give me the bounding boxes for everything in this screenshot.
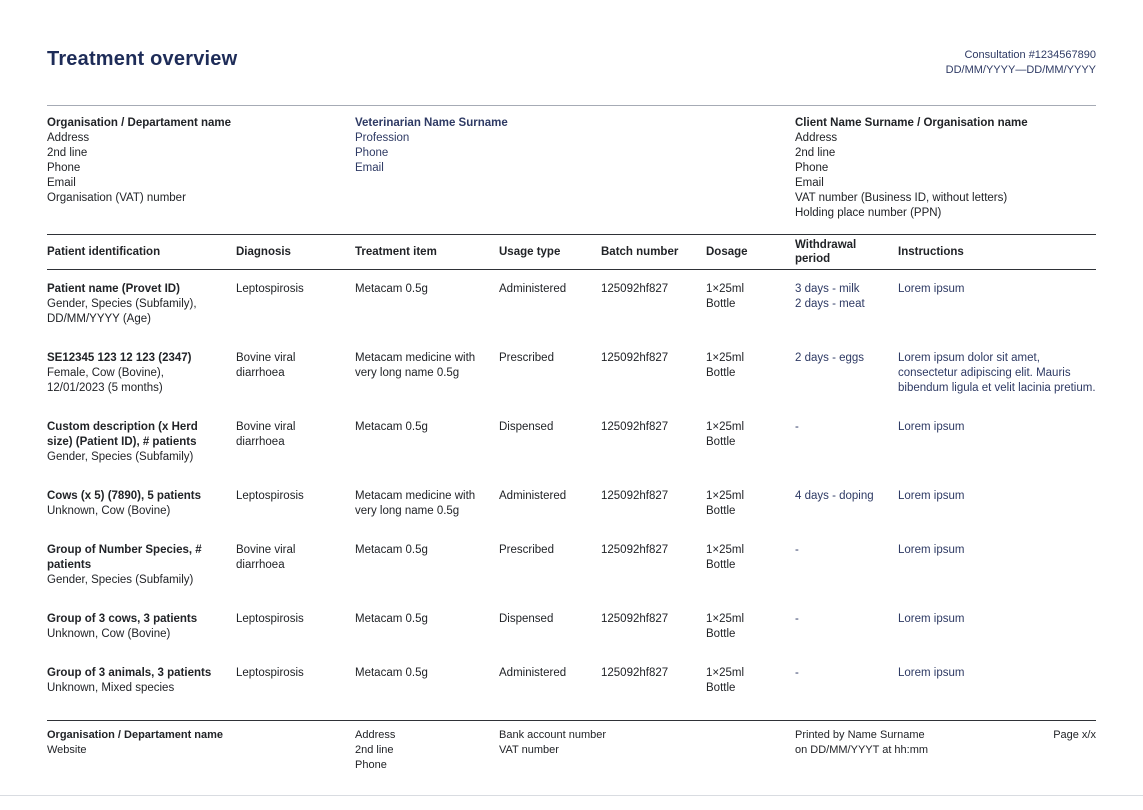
client-vat-number: VAT number (Business ID, without letters)	[795, 192, 1008, 204]
usage-type-cell: Dispensed	[499, 613, 554, 625]
dosage-cell	[706, 351, 795, 396]
diagnosis-cell: Leptospirosis	[236, 667, 304, 679]
usage-type-cell: Prescribed	[499, 544, 554, 556]
patient-name: Group of 3 animals, 3 patients	[47, 667, 212, 679]
client-contact-block	[795, 116, 1096, 221]
batch-number-cell: 125092hf827	[601, 421, 669, 433]
document-header	[47, 46, 1096, 78]
client-email: Email	[795, 177, 824, 189]
dosage-unit: Bottle	[706, 559, 736, 571]
column-header-dosage: Dosage	[706, 246, 748, 258]
withdrawal-line-1: 3 days - milk	[795, 283, 860, 295]
batch-number-cell: 125092hf827	[601, 490, 669, 502]
treatment-item-cell: Metacam medicine with very long name 0.5g	[355, 490, 476, 517]
batch-number-cell: 125092hf827	[601, 667, 669, 679]
withdrawal-line-1: -	[795, 544, 799, 556]
instructions-cell: Lorem ipsum	[898, 421, 965, 433]
instructions-cell: Lorem ipsum	[898, 667, 965, 679]
veterinarian-profession: Profession	[355, 132, 410, 144]
table-body	[47, 270, 1096, 696]
batch-number-cell: 125092hf827	[601, 283, 669, 295]
diagnosis-cell: Leptospirosis	[236, 613, 304, 625]
withdrawal-period-cell	[795, 666, 898, 696]
instructions-cell: Lorem ipsum	[898, 283, 965, 295]
dosage-unit: Bottle	[706, 682, 736, 694]
usage-type-cell: Administered	[499, 490, 567, 502]
treatment-item-cell: Metacam 0.5g	[355, 613, 428, 625]
column-header-treatment-item: Treatment item	[355, 246, 437, 258]
treatment-item-cell: Metacam 0.5g	[355, 667, 428, 679]
treatment-row	[47, 420, 1096, 465]
withdrawal-period-cell	[795, 543, 898, 588]
patient-details: Gender, Species (Subfamily), DD/MM/YYYY (Age)	[47, 298, 197, 325]
dosage-unit: Bottle	[706, 298, 736, 310]
patient-identification-cell	[47, 612, 236, 642]
withdrawal-period-cell	[795, 282, 898, 327]
treatment-row	[47, 489, 1096, 519]
footer-address-block	[355, 728, 499, 773]
dosage-cell	[706, 489, 795, 519]
footer-bank-account-number: Bank account number	[499, 729, 607, 741]
dosage-unit: Bottle	[706, 367, 736, 379]
withdrawal-line-1: -	[795, 667, 799, 679]
patient-identification-cell	[47, 543, 236, 588]
patient-details: Gender, Species (Subfamily)	[47, 451, 194, 463]
treatment-row	[47, 612, 1096, 642]
patient-details: Unknown, Cow (Bovine)	[47, 505, 171, 517]
treatment-item-cell: Metacam 0.5g	[355, 544, 428, 556]
dosage-amount: 1×25ml	[706, 283, 745, 295]
consultation-info	[946, 46, 1096, 78]
dosage-cell	[706, 666, 795, 696]
client-address-2: 2nd line	[795, 147, 836, 159]
dosage-unit: Bottle	[706, 505, 736, 517]
dosage-amount: 1×25ml	[706, 490, 745, 502]
document-footer	[47, 720, 1096, 773]
column-header-diagnosis: Diagnosis	[236, 246, 291, 258]
column-header-batch-number: Batch number	[601, 246, 679, 258]
treatment-table	[47, 234, 1096, 696]
batch-number-cell: 125092hf827	[601, 613, 669, 625]
footer-address: Address	[355, 729, 396, 741]
withdrawal-line-1: -	[795, 421, 799, 433]
organisation-vat-number: Organisation (VAT) number	[47, 192, 186, 204]
column-header-instructions: Instructions	[898, 246, 964, 258]
footer-vat-number: VAT number	[499, 744, 559, 756]
instructions-cell: Lorem ipsum	[898, 613, 965, 625]
consultation-date-range: DD/MM/YYYY—DD/MM/YYYY	[945, 64, 1096, 76]
page-number: Page x/x	[1053, 729, 1096, 741]
diagnosis-cell: Leptospirosis	[236, 490, 304, 502]
patient-name: SE12345 123 12 123 (2347)	[47, 352, 192, 364]
dosage-unit: Bottle	[706, 436, 736, 448]
column-header-usage-type: Usage type	[499, 246, 561, 258]
withdrawal-period-cell	[795, 420, 898, 465]
patient-details: Female, Cow (Bovine), 12/01/2023 (5 months)	[47, 367, 164, 394]
footer-printed-by-block	[795, 728, 1053, 773]
veterinarian-contact-block	[355, 116, 795, 221]
footer-organisation-name: Organisation / Departament name	[47, 729, 224, 741]
client-holding-place-number: Holding place number (PPN)	[795, 207, 942, 219]
footer-printed-on: on DD/MM/YYYT at hh:mm	[795, 744, 929, 756]
usage-type-cell: Administered	[499, 667, 567, 679]
withdrawal-line-1: -	[795, 613, 799, 625]
patient-identification-cell	[47, 420, 236, 465]
usage-type-cell: Dispensed	[499, 421, 554, 433]
contact-section	[47, 106, 1096, 221]
withdrawal-line-1: 4 days - doping	[795, 490, 874, 502]
batch-number-cell: 125092hf827	[601, 352, 669, 364]
treatment-row	[47, 351, 1096, 396]
diagnosis-cell: Leptospirosis	[236, 283, 304, 295]
dosage-cell	[706, 543, 795, 588]
organisation-phone: Phone	[47, 162, 81, 174]
withdrawal-period-cell	[795, 489, 898, 519]
patient-details: Unknown, Mixed species	[47, 682, 175, 694]
table-header-row	[47, 234, 1096, 270]
client-phone: Phone	[795, 162, 829, 174]
dosage-unit: Bottle	[706, 628, 736, 640]
dosage-amount: 1×25ml	[706, 544, 745, 556]
organisation-email: Email	[47, 177, 76, 189]
patient-identification-cell	[47, 666, 236, 696]
column-header-withdrawal-period: Withdrawal period	[795, 239, 857, 265]
organisation-address: Address	[47, 132, 90, 144]
instructions-cell: Lorem ipsum	[898, 544, 965, 556]
usage-type-cell: Prescribed	[499, 352, 554, 364]
page-title: Treatment overview	[47, 48, 238, 70]
treatment-row	[47, 543, 1096, 588]
dosage-cell	[706, 420, 795, 465]
diagnosis-cell: Bovine viral diarrhoea	[236, 352, 296, 379]
dosage-cell	[706, 612, 795, 642]
batch-number-cell: 125092hf827	[601, 544, 669, 556]
treatment-item-cell: Metacam medicine with very long name 0.5g	[355, 352, 476, 379]
treatment-item-cell: Metacam 0.5g	[355, 421, 428, 433]
patient-name: Cows (x 5) (7890), 5 patients	[47, 490, 202, 502]
patient-identification-cell	[47, 282, 236, 327]
instructions-cell: Lorem ipsum	[898, 490, 965, 502]
usage-type-cell: Administered	[499, 283, 567, 295]
treatment-item-cell: Metacam 0.5g	[355, 283, 428, 295]
veterinarian-name: Veterinarian Name Surname	[355, 117, 508, 129]
dosage-amount: 1×25ml	[706, 421, 745, 433]
diagnosis-cell: Bovine viral diarrhoea	[236, 421, 296, 448]
dosage-cell	[706, 282, 795, 327]
instructions-cell: Lorem ipsum dolor sit amet, consectetur adipiscing elit. Mauris bibendum ligula et velit lacinia pretium.	[898, 352, 1096, 394]
organisation-address-2: 2nd line	[47, 147, 88, 159]
client-name: Client Name Surname / Organisation name	[795, 117, 1028, 129]
dosage-amount: 1×25ml	[706, 667, 745, 679]
withdrawal-line-1: 2 days - eggs	[795, 352, 865, 364]
organisation-name: Organisation / Departament name	[47, 117, 232, 129]
treatment-row	[47, 666, 1096, 696]
patient-details: Gender, Species (Subfamily)	[47, 574, 194, 586]
dosage-amount: 1×25ml	[706, 352, 745, 364]
column-header-patient-identification: Patient identification	[47, 246, 161, 258]
withdrawal-period-cell	[795, 612, 898, 642]
withdrawal-period-cell	[795, 351, 898, 396]
patient-name: Patient name (Provet ID)	[47, 283, 180, 295]
consultation-number: Consultation #1234567890	[964, 49, 1096, 61]
footer-organisation-block	[47, 728, 355, 773]
veterinarian-phone: Phone	[355, 147, 389, 159]
patient-identification-cell	[47, 351, 236, 396]
patient-details: Unknown, Cow (Bovine)	[47, 628, 171, 640]
patient-identification-cell	[47, 489, 236, 519]
withdrawal-line-2: 2 days - meat	[795, 298, 865, 310]
footer-organisation-website: Website	[47, 744, 87, 756]
organisation-contact-block	[47, 116, 355, 221]
patient-name: Group of Number Species, # patients	[47, 544, 202, 571]
veterinarian-email: Email	[355, 162, 384, 174]
footer-printed-by: Printed by Name Surname	[795, 729, 925, 741]
patient-name: Group of 3 cows, 3 patients	[47, 613, 198, 625]
diagnosis-cell: Bovine viral diarrhoea	[236, 544, 296, 571]
footer-phone: Phone	[355, 759, 387, 771]
patient-name: Custom description (x Herd size) (Patient ID), # patients	[47, 421, 198, 448]
footer-address-2: 2nd line	[355, 744, 394, 756]
treatment-row	[47, 282, 1096, 327]
client-address: Address	[795, 132, 838, 144]
footer-bank-block	[499, 728, 795, 773]
dosage-amount: 1×25ml	[706, 613, 745, 625]
